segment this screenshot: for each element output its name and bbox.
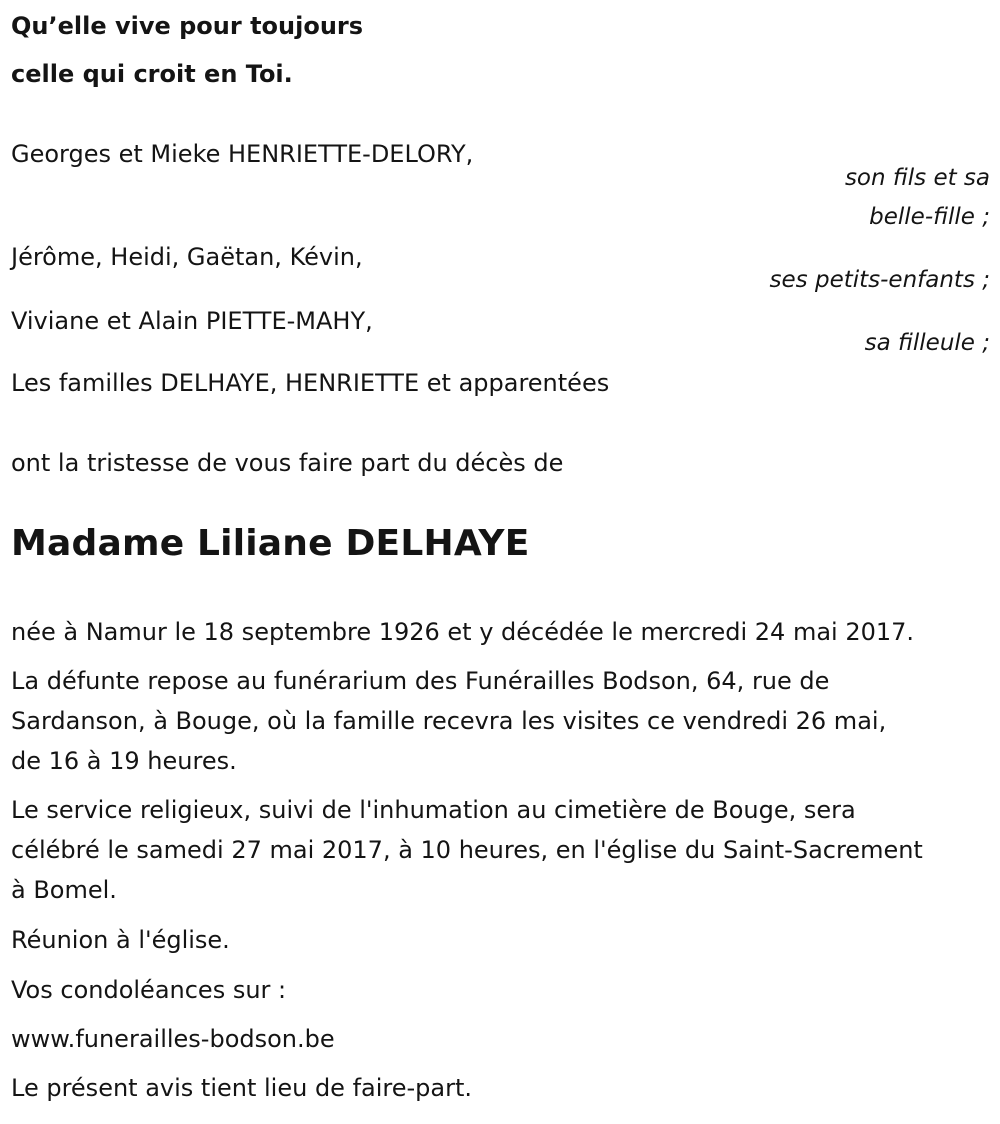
service-line-3: à Bomel.: [11, 876, 117, 904]
deceased-name: Madame Liliane DELHAYE: [11, 523, 530, 564]
epigraph-line-2: celle qui croit en Toi.: [11, 60, 293, 88]
service-line-2: célébré le samedi 27 mai 2017, à 10 heures, en l'église du Saint-Sacrement: [11, 836, 923, 864]
reunion-text: Réunion à l'église.: [11, 926, 230, 954]
announcement-text: ont la tristesse de vous faire part du décès de: [11, 449, 564, 477]
family-son-names: Georges et Mieke HENRIETTE-DELORY,: [11, 140, 474, 168]
family-grandchildren-names: Jérôme, Heidi, Gaëtan, Kévin,: [11, 243, 363, 271]
birth-death-text: née à Namur le 18 septembre 1926 et y décédée le mercredi 24 mai 2017.: [11, 618, 915, 646]
funerarium-line-1: La défunte repose au funérarium des Funérailles Bodson, 64, rue de: [11, 667, 830, 695]
family-grandchildren-role: ses petits-enfants ;: [769, 267, 990, 293]
website-link[interactable]: www.funerailles-bodson.be: [11, 1025, 335, 1053]
notice-text: Le présent avis tient lieu de faire-part.: [11, 1074, 473, 1102]
funerarium-line-2: Sardanson, à Bouge, où la famille recevra les visites ce vendredi 26 mai,: [11, 707, 887, 735]
epigraph-line-1: Qu’elle vive pour toujours: [11, 12, 364, 40]
family-son-role-2: belle-fille ;: [869, 204, 990, 230]
family-goddaughter-names: Viviane et Alain PIETTE-MAHY,: [11, 307, 373, 335]
condolences-label: Vos condoléances sur :: [11, 976, 287, 1004]
service-line-1: Le service religieux, suivi de l'inhumation au cimetière de Bouge, sera: [11, 796, 856, 824]
family-goddaughter-role: sa filleule ;: [864, 330, 990, 356]
family-son-role-1: son fils et sa: [844, 165, 990, 191]
funerarium-line-3: de 16 à 19 heures.: [11, 747, 237, 775]
family-relatives: Les familles DELHAYE, HENRIETTE et apparentées: [11, 369, 610, 397]
